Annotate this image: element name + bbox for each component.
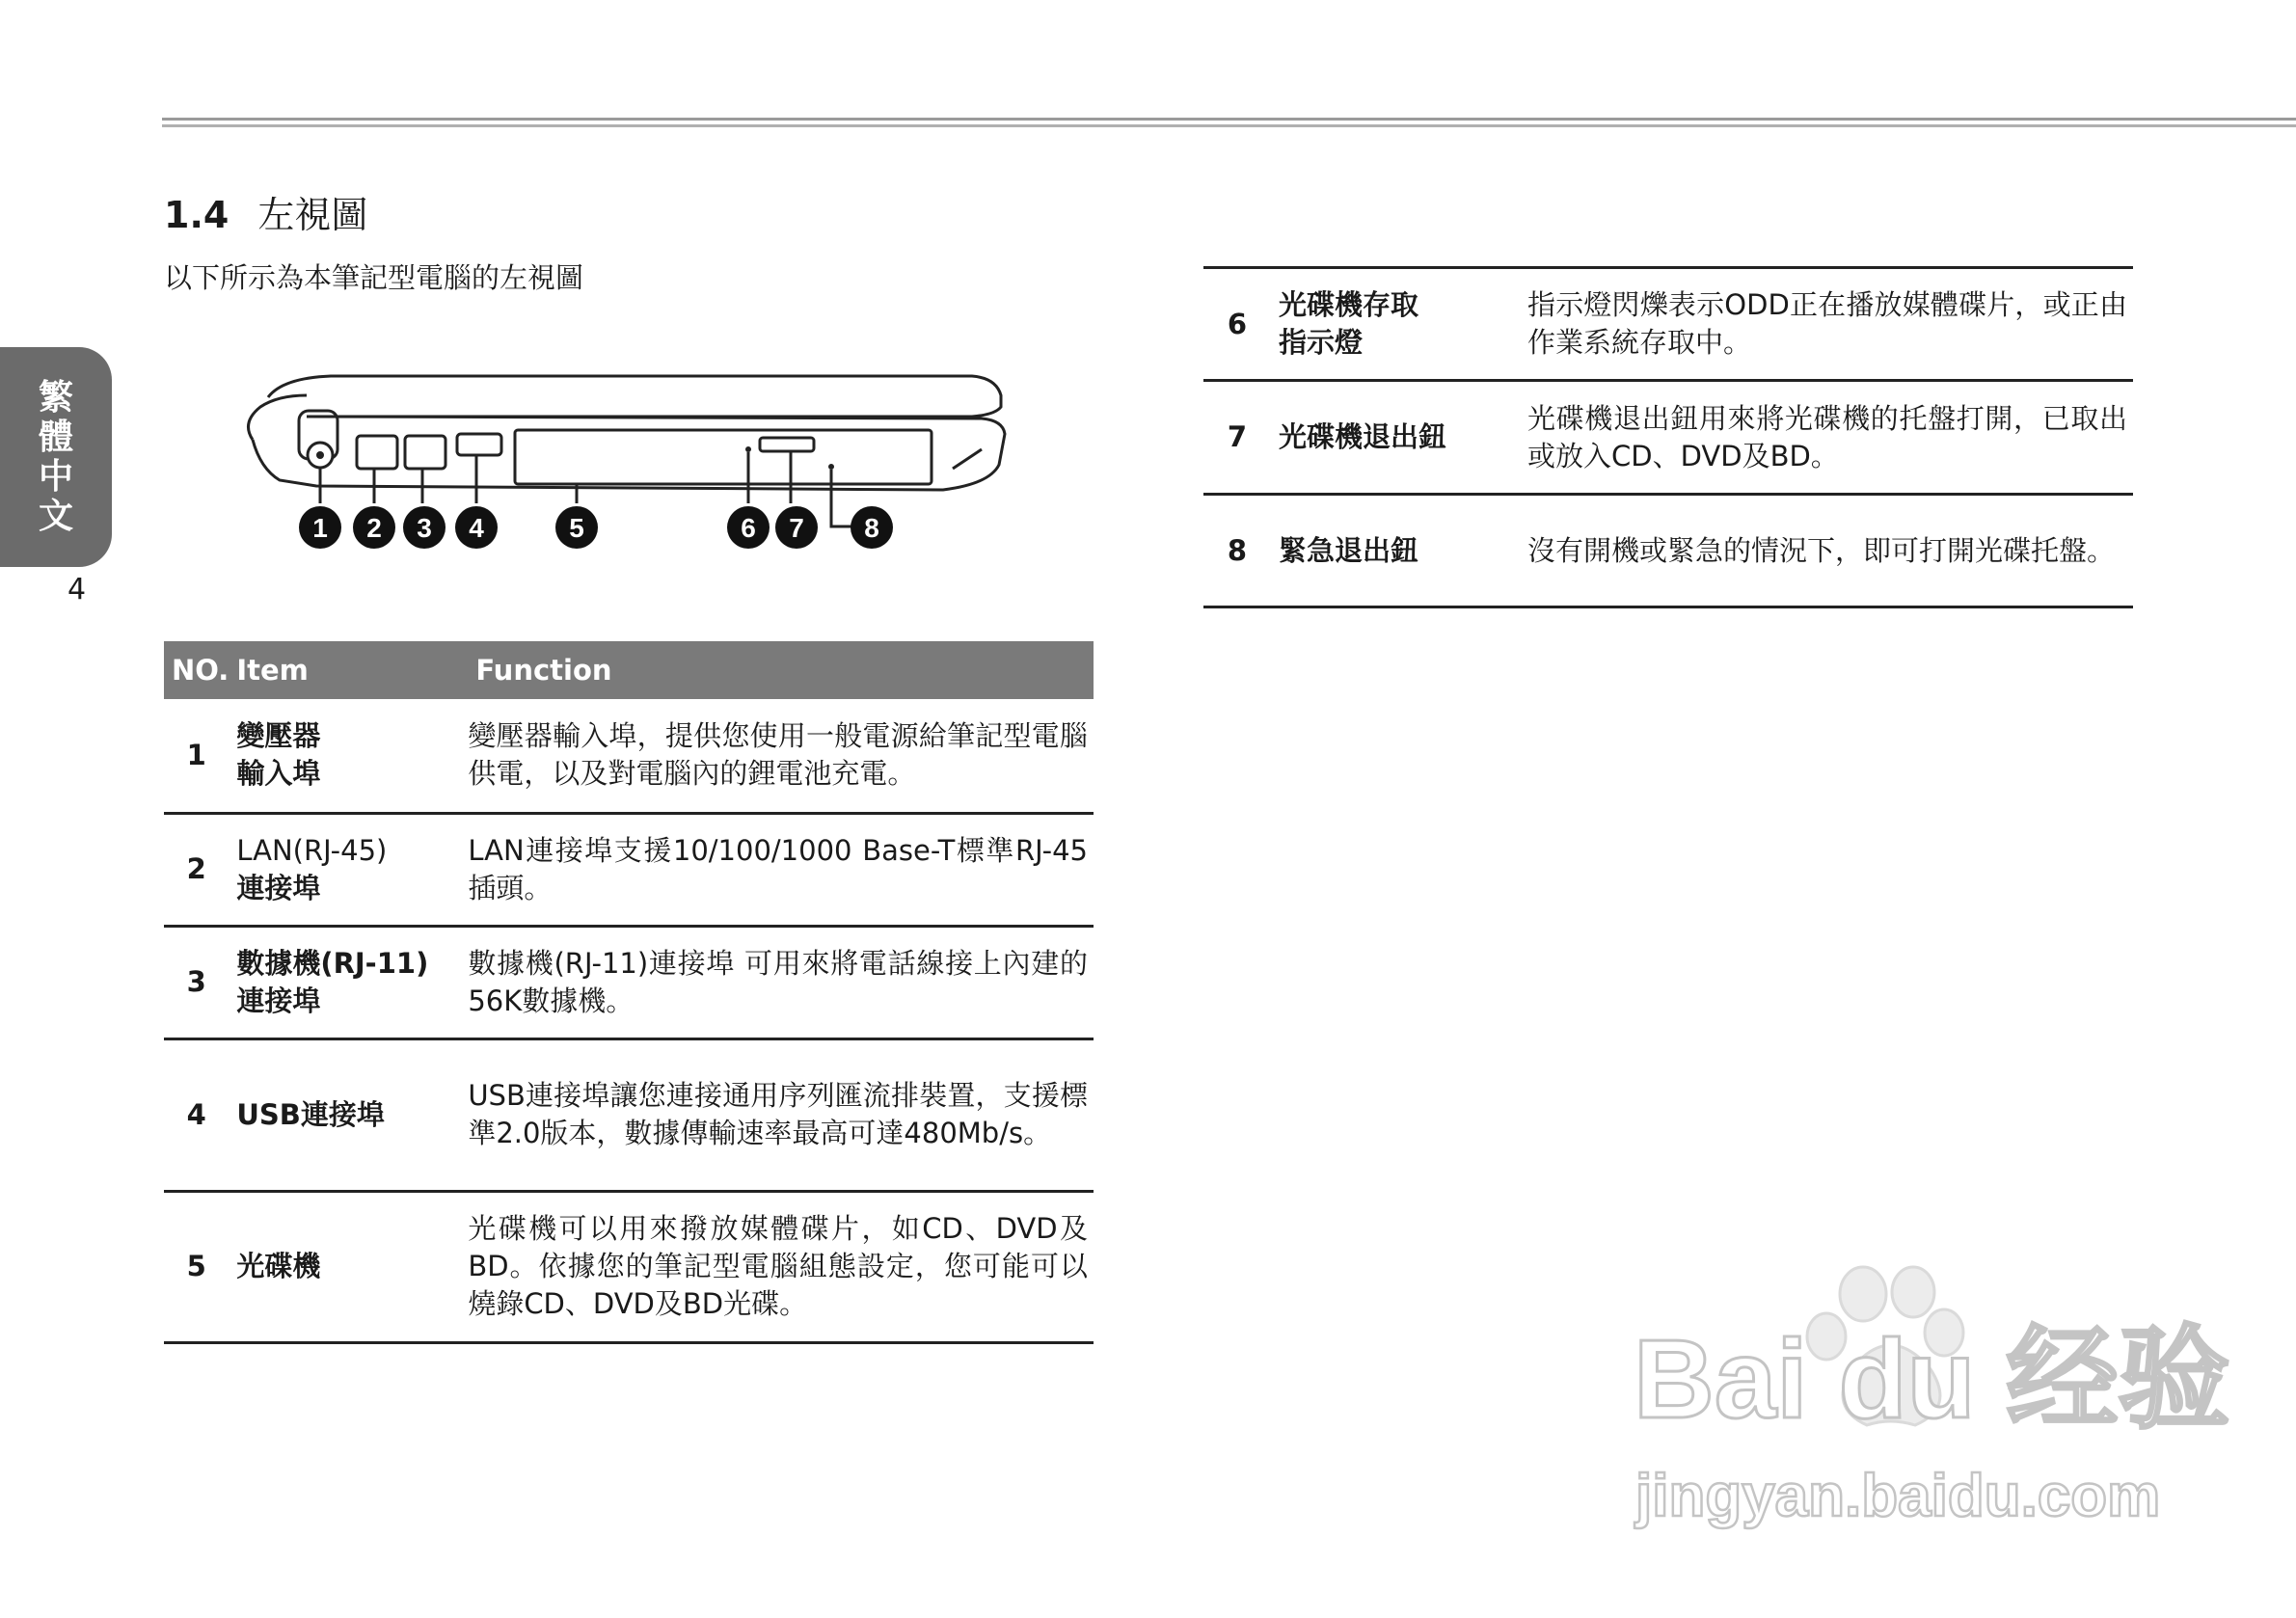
- laptop-left-side-illustration: [239, 372, 1011, 552]
- callout-4: 4: [469, 513, 484, 543]
- row-item-line: 指示燈: [1279, 326, 1364, 359]
- row-item-line: 光碟機: [236, 1250, 321, 1282]
- table-row: [1203, 268, 2133, 381]
- row-function: LAN連接埠支援10/100/1000 Base-T標準RJ-45插頭。: [468, 833, 1088, 904]
- page-number: 4: [68, 573, 87, 607]
- row-no: 6: [1227, 307, 1248, 340]
- table-row: [1203, 381, 2133, 495]
- table-header-row: [164, 641, 1094, 699]
- row-function: 光碟機可以用來撥放媒體碟片，如CD、DVD及BD。依據您的筆記型電腦組態設定，您可能可以燒錄CD、DVD及BD光碟。: [468, 1212, 1088, 1320]
- row-item: [1271, 381, 1527, 495]
- row-item: [1271, 495, 1527, 607]
- side-tab-char: 體: [38, 418, 73, 457]
- row-no: 5: [186, 1250, 206, 1282]
- row-no: 7: [1227, 420, 1248, 453]
- row-function: USB連接埠讓您連接通用序列匯流排裝置，支援標準2.0版本，數據傳輸速率最高可達480Mb/s。: [468, 1079, 1088, 1149]
- row-no: 1: [186, 738, 206, 771]
- row-no: 2: [186, 852, 206, 885]
- row-no: 4: [186, 1097, 206, 1131]
- row-item-line: 輸入埠: [236, 757, 321, 791]
- row-item: [1271, 268, 1527, 381]
- row-item: [229, 1191, 468, 1342]
- baidu-jingyan-watermark: [1630, 1263, 2230, 1533]
- table-row: [164, 699, 1094, 813]
- row-item-line: USB連接埠: [236, 1097, 385, 1131]
- section-number: 1.4: [164, 194, 230, 236]
- table-row: [164, 813, 1094, 926]
- row-item-line: 數據機(RJ-11): [236, 946, 429, 980]
- row-item-line: 光碟機退出鈕: [1279, 420, 1447, 453]
- ports-table-left: [164, 641, 1094, 1344]
- section-title: 左視圖: [257, 194, 368, 236]
- row-function: 沒有開機或緊急的情況下，即可打開光碟托盤。: [1527, 533, 2116, 567]
- row-function: 指示燈閃爍表示ODD正在播放媒體碟片，或正由作業系統存取中。: [1527, 288, 2127, 359]
- callout-8: 8: [864, 513, 879, 543]
- watermark-brand: Bai du 经验: [1634, 1316, 2230, 1442]
- row-item-line: 緊急退出鈕: [1279, 533, 1419, 567]
- side-tab-char: 繁: [38, 378, 73, 418]
- row-item: [229, 926, 468, 1038]
- row-item-line: 光碟機存取: [1279, 288, 1419, 321]
- row-item-line: 連接埠: [236, 984, 321, 1017]
- callout-2: 2: [366, 513, 382, 543]
- row-item: [229, 699, 468, 813]
- row-function: 數據機(RJ-11)連接埠 可用來將電話線接上內建的56K數據機。: [468, 946, 1088, 1017]
- row-item: [229, 1038, 468, 1191]
- header-no: NO.: [172, 653, 230, 687]
- header-item: Item: [236, 653, 309, 687]
- row-item: [229, 813, 468, 926]
- header-function: Function: [475, 653, 612, 687]
- row-item-line: 連接埠: [236, 871, 321, 904]
- callout-1: 1: [312, 513, 328, 543]
- top-rule: [162, 118, 2296, 127]
- side-tab-char: 中: [38, 457, 73, 497]
- table-row: [164, 1191, 1094, 1342]
- callout-6: 6: [741, 513, 756, 543]
- ports-table-right: [1203, 266, 2133, 608]
- row-item-line: LAN(RJ-45): [236, 833, 388, 867]
- row-function: 光碟機退出鈕用來將光碟機的托盤打開，已取出或放入CD、DVD及BD。: [1527, 401, 2127, 472]
- language-side-tab: [0, 347, 112, 567]
- watermark-url: jingyan.baidu.com: [1635, 1463, 2161, 1529]
- callout-5: 5: [569, 513, 584, 543]
- row-function: 變壓器輸入埠，提供您使用一般電源給筆記型電腦供電，以及對電腦內的鋰電池充電。: [468, 719, 1088, 791]
- side-tab-char: 文: [38, 497, 73, 536]
- row-no: 8: [1227, 533, 1248, 567]
- table-row: [164, 926, 1094, 1038]
- callout-3: 3: [417, 513, 432, 543]
- table-row: [164, 1038, 1094, 1191]
- callout-7: 7: [789, 513, 804, 543]
- table-row: [1203, 495, 2133, 607]
- section-heading: [164, 185, 367, 238]
- row-item-line: 變壓器: [236, 719, 321, 753]
- section-intro: 以下所示為本筆記型電腦的左視圖: [164, 261, 584, 294]
- row-no: 3: [186, 965, 206, 998]
